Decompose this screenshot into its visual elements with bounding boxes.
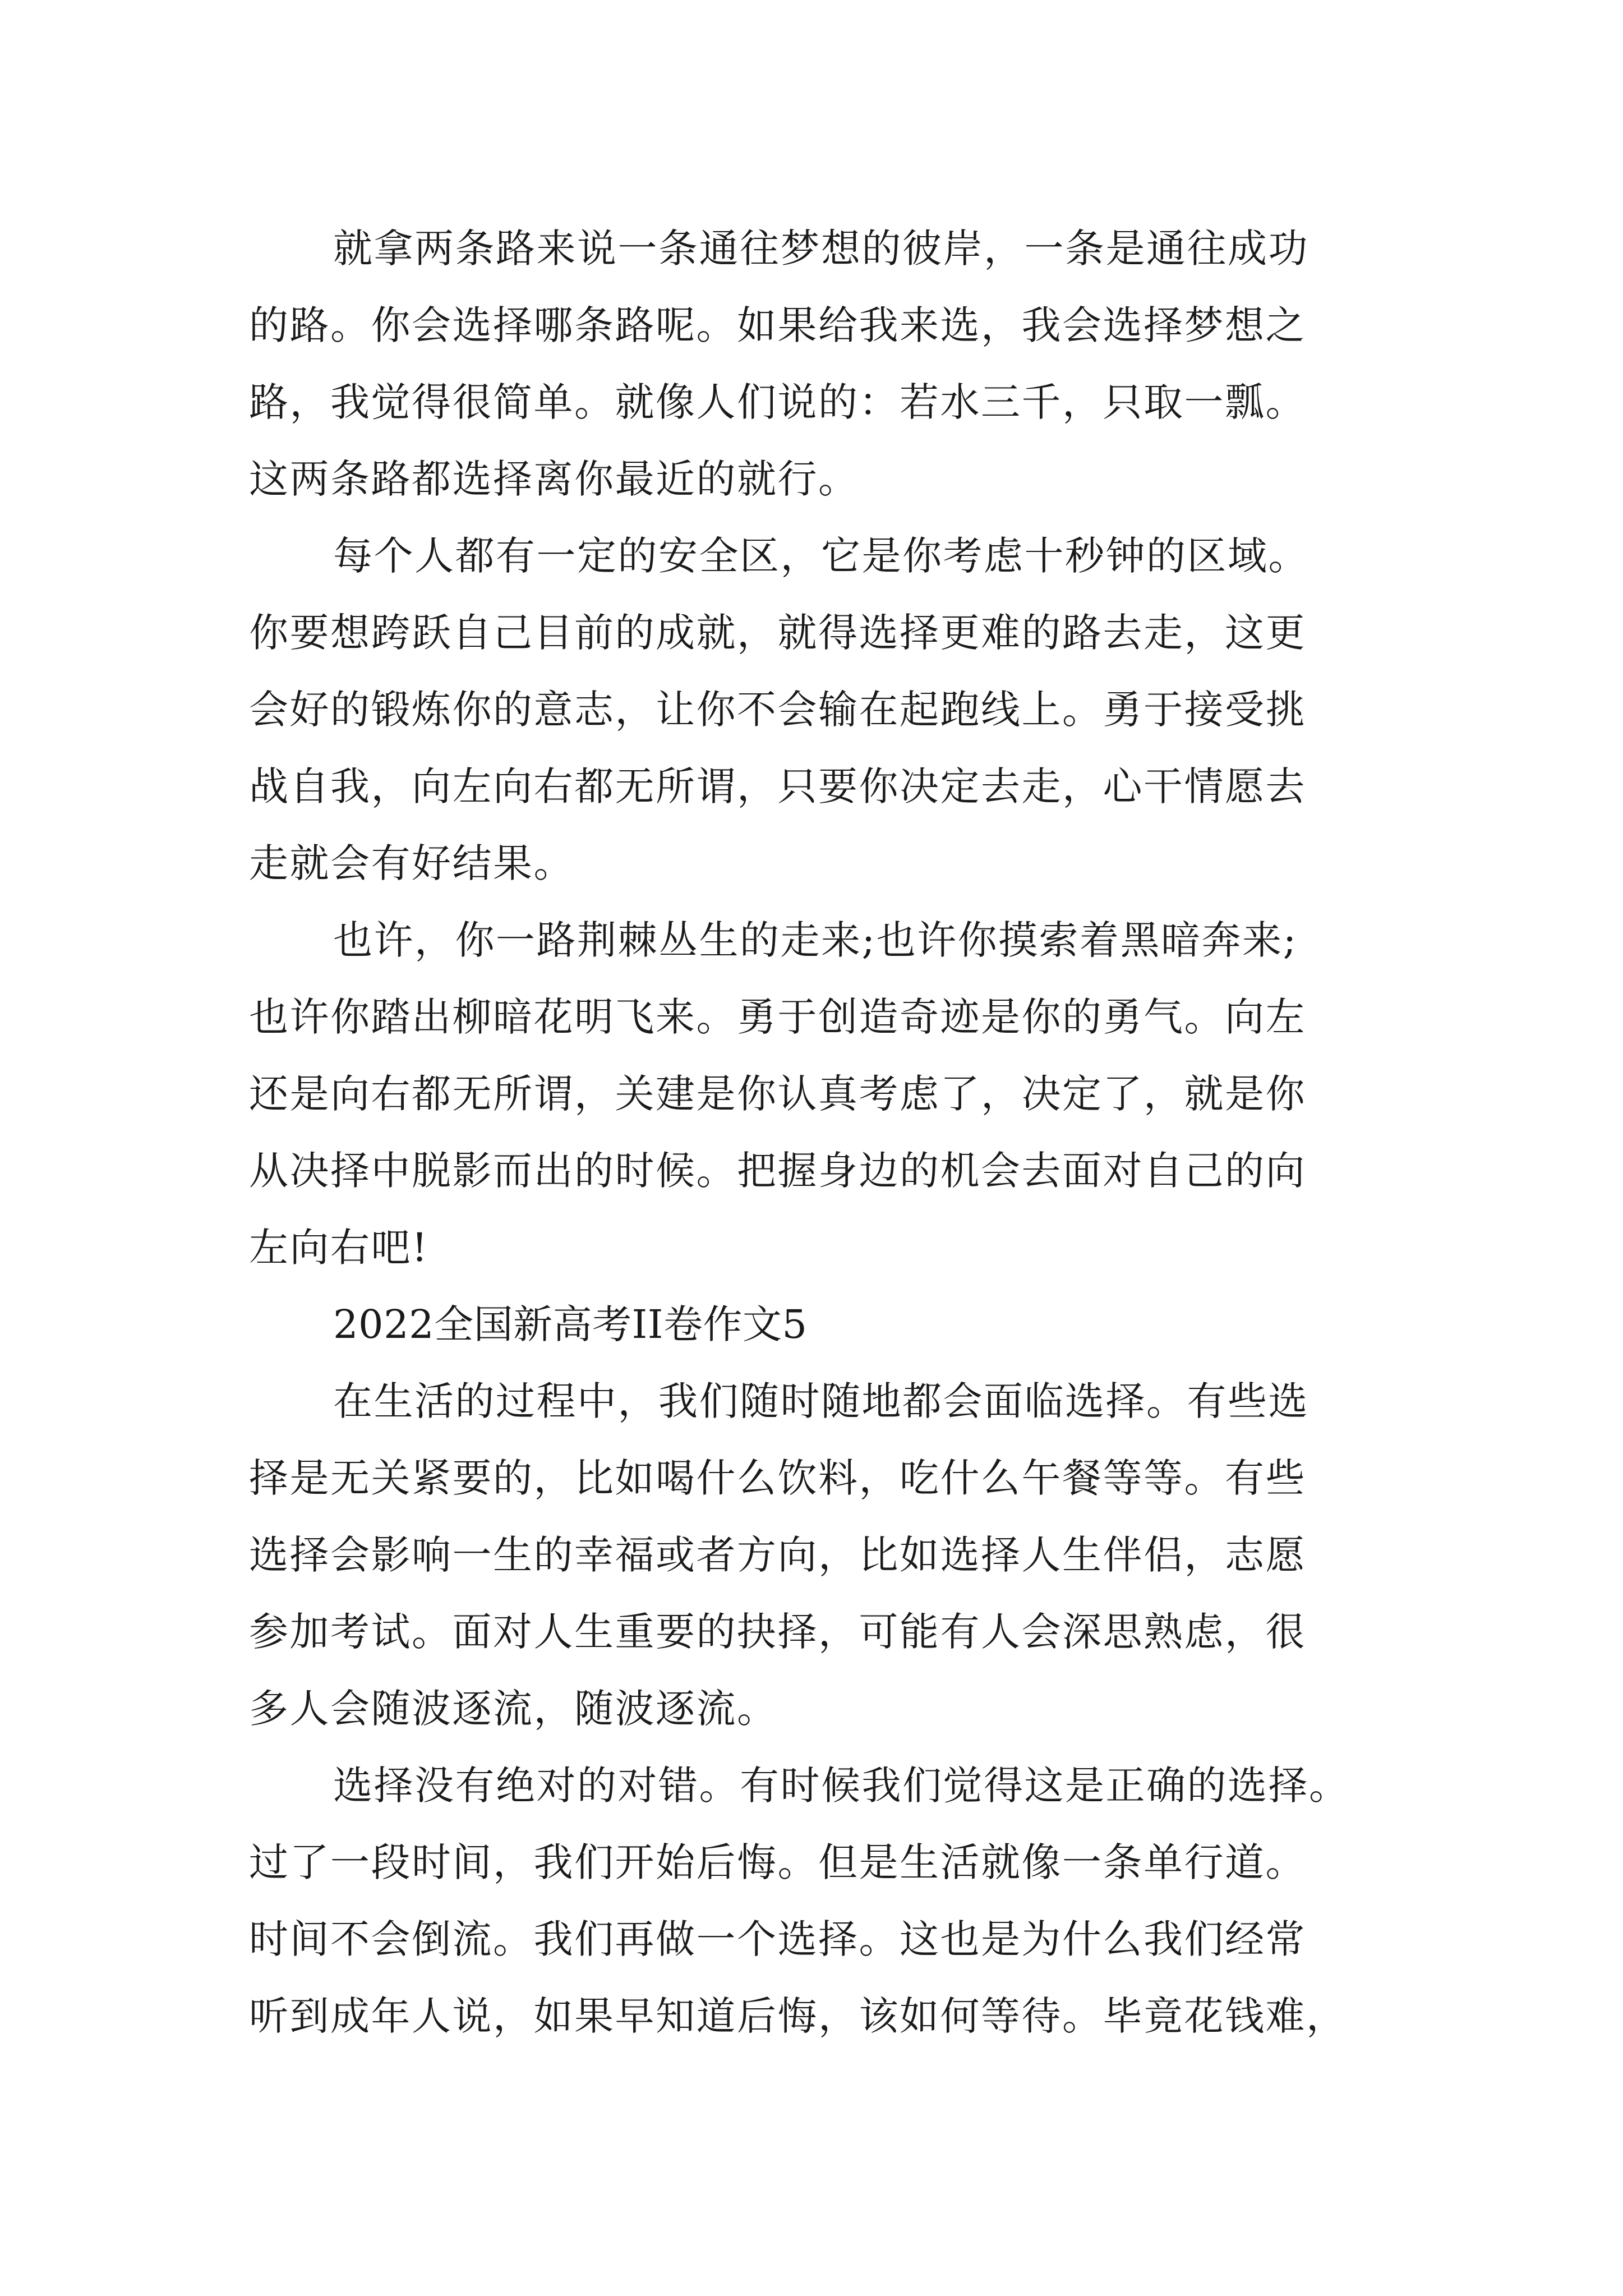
text-line: 的路。你会选择哪条路呢。如果给我来选，我会选择梦想之 <box>249 302 1306 348</box>
heading-text: 2022全国新高考II卷作文5 <box>333 1301 808 1347</box>
text-line: 会好的锻炼你的意志，让你不会输在起跑线上。勇于接受挑 <box>249 687 1306 733</box>
text-line: 走就会有好结果。 <box>249 840 574 886</box>
paragraph <box>249 210 1399 518</box>
text-line: 你要想跨跃自己目前的成就，就得选择更难的路去走，这更 <box>249 610 1306 656</box>
section-heading <box>249 1286 1399 1363</box>
text-line: 每个人都有一定的安全区，它是你考虑十秒钟的区域。 <box>333 533 1309 579</box>
text-line: 择是无关紧要的，比如喝什么饮料，吃什么午餐等等。有些 <box>249 1455 1306 1501</box>
text-line: 就拿两条路来说一条通往梦想的彼岸，一条是通往成功 <box>333 226 1309 272</box>
paragraph <box>249 1363 1399 1747</box>
text-line: 从决择中脱影而出的时候。把握身边的机会去面对自己的向 <box>249 1148 1306 1194</box>
text-line: 选择会影响一生的幸福或者方向，比如选择人生伴侣，志愿 <box>249 1532 1306 1578</box>
text-line: 听到成年人说，如果早知道后悔，该如何等待。毕竟花钱难， <box>249 1993 1347 2039</box>
text-line: 这两条路都选择离你最近的就行。 <box>249 456 859 502</box>
paragraph <box>249 902 1399 1286</box>
text-line: 战自我，向左向右都无所谓，只要你决定去走，心干情愿去 <box>249 763 1306 809</box>
paragraph <box>249 518 1399 902</box>
text-line: 时间不会倒流。我们再做一个选择。这也是为什么我们经常 <box>249 1916 1306 1962</box>
text-line: 参加考试。面对人生重要的抉择，可能有人会深思熟虑，很 <box>249 1609 1306 1655</box>
text-line: 也许，你一路荆棘丛生的走来;也许你摸索着黑暗奔来; <box>333 917 1298 963</box>
document-body <box>249 210 1399 2055</box>
text-line: 左向右吧! <box>249 1225 429 1271</box>
text-line: 多人会随波逐流，随波逐流。 <box>249 1686 778 1732</box>
text-line: 也许你踏出柳暗花明飞来。勇于创造奇迹是你的勇气。向左 <box>249 994 1306 1040</box>
text-line: 路，我觉得很简单。就像人们说的：若水三千，只取一瓢。 <box>249 379 1306 425</box>
paragraph <box>249 1747 1399 2055</box>
text-line: 还是向右都无所谓，关建是你认真考虑了，决定了，就是你 <box>249 1071 1306 1117</box>
text-line: 过了一段时间，我们开始后悔。但是生活就像一条单行道。 <box>249 1839 1306 1885</box>
text-line: 在生活的过程中，我们随时随地都会面临选择。有些选 <box>333 1378 1309 1424</box>
text-line: 选择没有绝对的对错。有时候我们觉得这是正确的选择。 <box>333 1763 1350 1809</box>
